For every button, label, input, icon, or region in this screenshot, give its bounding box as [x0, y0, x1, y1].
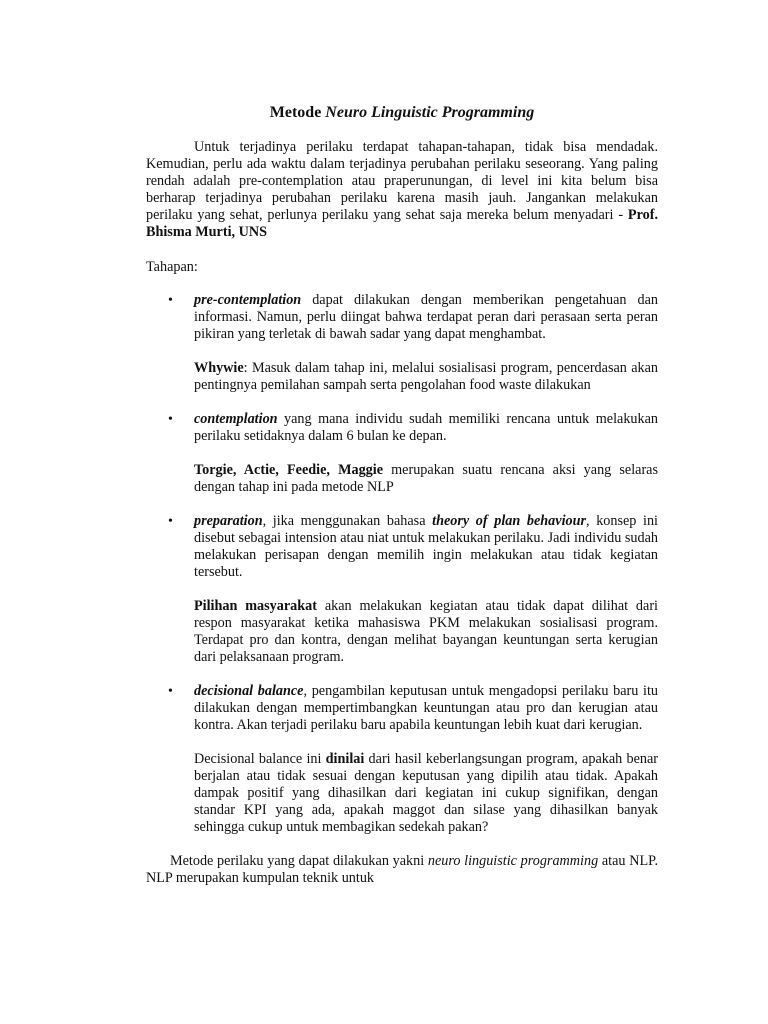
stage-term: decisional balance: [194, 683, 304, 699]
stage-note-text: merupakan suatu rencana aksi yang selaras dengan tahap ini pada metode NLP: [194, 462, 659, 495]
stage-term: preparation: [194, 513, 263, 529]
stage-note: [194, 360, 658, 394]
stage-description: [194, 292, 658, 343]
stage-text-b: , konsep ini disebut sebagai intension atau niat untuk melakukan perilaku. Jadi individu sudah melakukan perisapan dengan memilih ingin melakukan atau tidak kegiatan tersebut.: [194, 513, 658, 580]
stage-note-pre: Decisional balance ini: [194, 751, 326, 767]
intro-paragraph: [146, 139, 658, 241]
stage-note: [194, 751, 658, 836]
stage-note: [194, 598, 658, 666]
stage-description: [194, 683, 658, 734]
closing-post: atau NLP. NLP merupakan kumpulan teknik untuk: [146, 853, 658, 886]
stage-note: [194, 462, 658, 496]
stage-item-pre-contemplation: [146, 292, 658, 394]
stage-note-label: Pilihan masyarakat: [194, 598, 317, 614]
stage-term: pre-contemplation: [194, 292, 302, 308]
document-title: [146, 103, 658, 123]
stage-note-text: : Masuk dalam tahap ini, melalui sosialisasi program, pencerdasan akan pentingnya pemilahan sampah serta pengolahan food waste dilakukan: [194, 360, 658, 393]
stage-description: [194, 411, 658, 445]
stage-item-contemplation: [146, 411, 658, 496]
stage-item-decisional-balance: [146, 683, 658, 836]
title-plain: Metode: [269, 104, 326, 121]
document-page: [146, 103, 658, 887]
stage-item-preparation: [146, 513, 658, 666]
bullet-icon: •: [168, 412, 173, 427]
closing-paragraph: [146, 853, 658, 887]
bullet-icon: •: [168, 514, 173, 529]
intro-attribution: Prof. Bhisma Murti, UNS: [146, 207, 658, 240]
stage-list: [146, 292, 658, 836]
tahapan-label: Tahapan:: [146, 259, 198, 275]
stage-note-label: dinilai: [325, 751, 365, 767]
stage-text: yang mana individu sudah memiliki rencana untuk melakukan perilaku setidaknya dalam 6 bulan ke depan.: [194, 411, 658, 444]
stage-note-label: Whywie: [194, 360, 244, 376]
bullet-icon: •: [168, 293, 173, 308]
stage-term: contemplation: [194, 411, 278, 427]
title-italic: Neuro Linguistic Programming: [325, 104, 535, 121]
stage-note-label: Torgie, Actie, Feedie, Maggie: [194, 462, 383, 478]
stage-text: dapat dilakukan dengan memberikan pengetahuan dan informasi. Namun, perlu diingat bahwa terdapat peran dari perasaan serta peran pikiran yang terletak di bawah sadar yang dapat menghambat.: [194, 292, 658, 342]
stage-term-secondary: theory of plan behaviour: [432, 513, 587, 529]
intro-text: Untuk terjadinya perilaku terdapat tahapan-tahapan, tidak bisa mendadak. Kemudian, perlu ada waktu dalam terjadinya perubahan perilaku seseorang. Yang paling rendah adalah pre-contemplation atau praperunungan, di level ini kita belum bisa berharap terjadinya perubahan perilaku karena masih jauh. Jangankan melakukan perilaku yang sehat, perlunya perilaku yang sehat saja mereka belum menyadari -: [146, 139, 658, 223]
stage-text: , pengambilan keputusan untuk mengadopsi perilaku baru itu dilakukan dengan mempertimbangkan keuntungan atau pro dan kerugian atau kontra. Akan terjadi perilaku baru apabila keuntungan lebih kuat dari kerugian.: [194, 683, 658, 733]
bullet-icon: •: [168, 684, 173, 699]
stage-note-text: akan melakukan kegiatan atau tidak dapat dilihat dari respon masyarakat ketika mahasiswa PKM melakukan sosialisasi program. Terdapat pro dan kontra, dengan melihat bayangan keuntungan serta kerugian dari pelaksanaan program.: [194, 598, 658, 665]
closing-pre: Metode perilaku yang dapat dilakukan yakni: [170, 853, 428, 869]
stage-text-a: , jika menggunakan bahasa: [262, 513, 433, 529]
closing-italic: neuro linguistic programming: [427, 853, 599, 869]
stage-description: [194, 513, 658, 581]
stage-note-text: dari hasil keberlangsungan program, apakah benar berjalan atau tidak sesuai dengan keputusan yang dipilih atau tidak. Apakah dampak positif yang dihasilkan dari kegiatan ini cukup signifikan, dengan standar KPI yang ada, apakah maggot dan silase yang dihasilkan banyak sehingga cukup untuk membagikan sedekah pakan?: [194, 751, 658, 835]
